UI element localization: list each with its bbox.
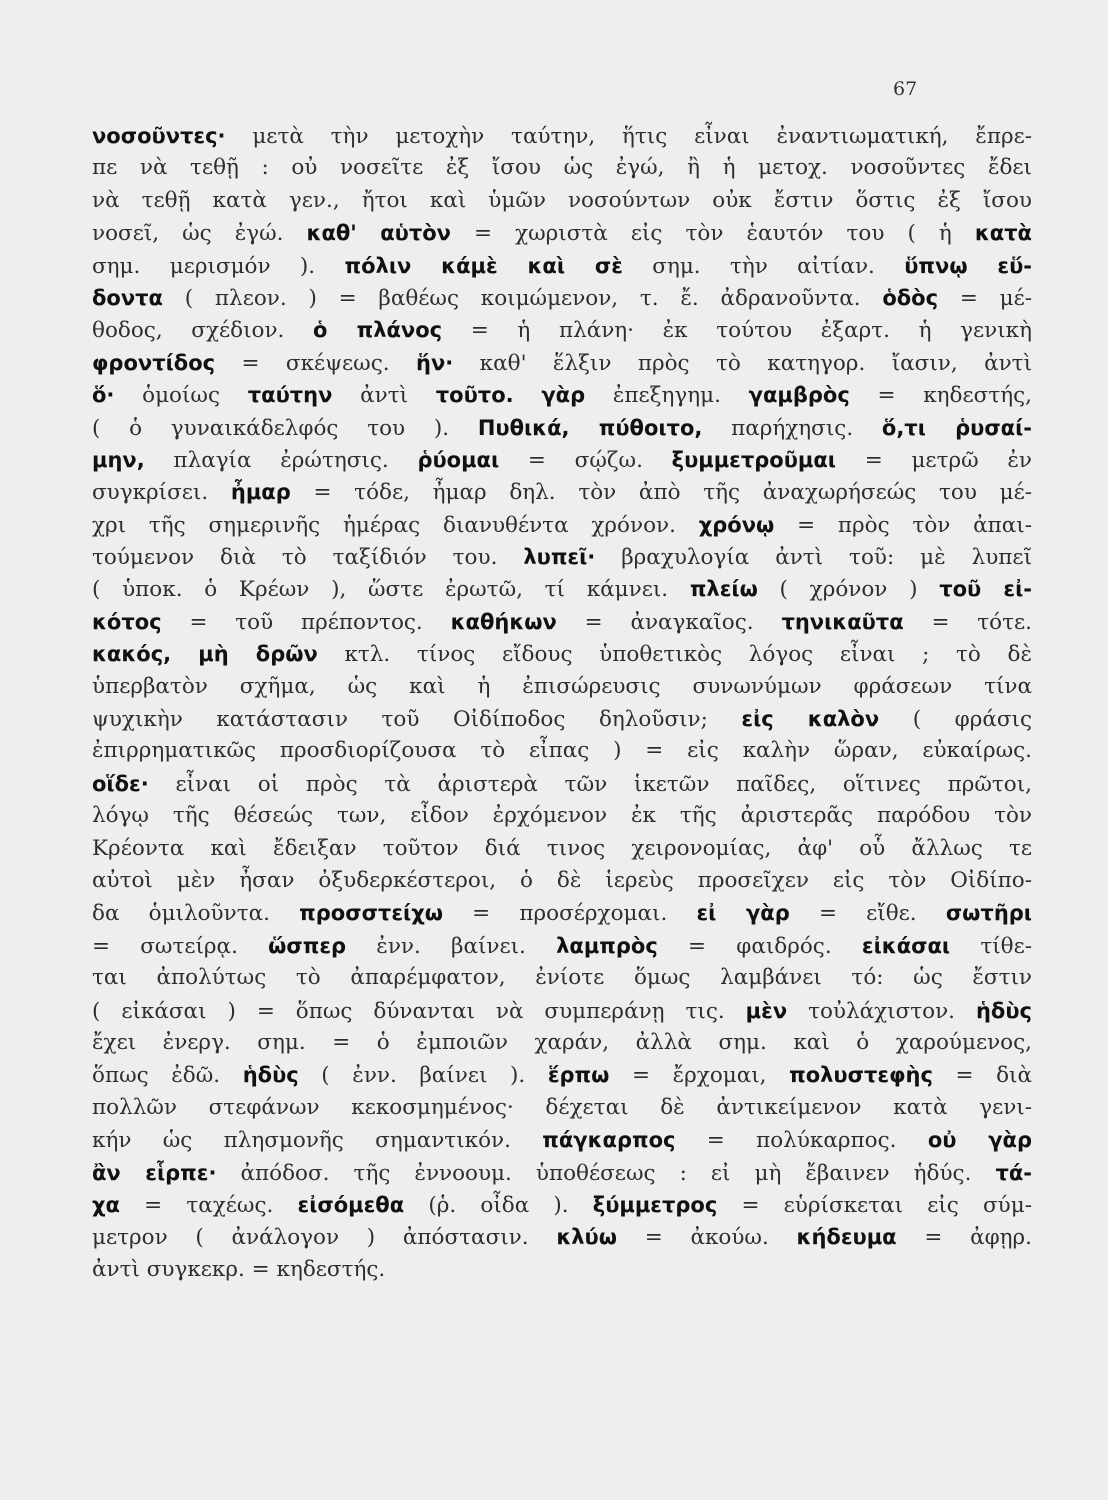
gloss-text: νοσεῖ, ὡς ἐγώ. — [92, 221, 307, 247]
text-line — [92, 735, 1032, 767]
text-line — [92, 250, 1032, 282]
headword: κατὰ — [974, 221, 1032, 246]
gloss-text: συγκρίσει. — [92, 480, 231, 506]
headword: δοντα — [92, 285, 163, 310]
gloss-text: = εὑρίσκεται εἰς σύμ- — [717, 1192, 1032, 1218]
text-line — [92, 444, 1032, 476]
gloss-text: = μετρῶ ἐν — [835, 447, 1032, 473]
text-line — [92, 865, 1032, 897]
text-line — [92, 185, 1032, 217]
headword: ὁ πλάνος — [313, 318, 443, 343]
gloss-text: ἐπεξηγημ. — [585, 383, 749, 409]
gloss-text: = εἴθε. — [789, 901, 946, 927]
headword: τοῦ εἰ- — [939, 577, 1032, 602]
headword: εἰς καλὸν — [741, 707, 880, 732]
gloss-text: = ἀφῃρ. — [896, 1225, 1032, 1251]
gloss-text: = χωριστὰ εἰς τὸν ἑαυτόν του ( ἡ — [451, 221, 975, 247]
gloss-text: πλαγία ἐρώτησις. — [144, 447, 418, 473]
text-line — [92, 1124, 1032, 1156]
headword: σωτῆρι — [945, 901, 1032, 926]
text-line — [92, 606, 1032, 638]
gloss-text: = σωτείρᾳ. — [92, 933, 269, 959]
text-line — [92, 1059, 1032, 1091]
text-line — [92, 1092, 1032, 1124]
gloss-text: δα ὁμιλοῦντα. — [92, 901, 300, 927]
text-line — [92, 703, 1032, 735]
headword: ῥύομαι — [417, 447, 500, 472]
gloss-text: ἀντὶ συγκεκρ. = κηδεστής. — [92, 1256, 386, 1282]
gloss-text: (ῥ. οἶδα ). — [404, 1192, 593, 1218]
gloss-text: πολλῶν στεφάνων κεκοσμημένος· δέχεται δὲ ἀντικείμενον κατὰ γενι- — [92, 1094, 1032, 1120]
headword: λυπεῖ· — [523, 545, 596, 570]
headword: ὕπνῳ εὕ- — [904, 253, 1032, 278]
gloss-text: τούμενον διὰ τὸ ταξίδιόν του. — [92, 545, 524, 571]
text-line — [92, 573, 1032, 605]
headword: πλείω — [689, 577, 758, 602]
text-line — [92, 1221, 1032, 1253]
headword: τοῦτο. — [435, 383, 514, 408]
gloss-text: νὰ τεθῇ κατὰ γεν., ἤτοι καὶ ὑμῶν νοσούντων οὐκ ἔστιν ὅστις ἐξ ἴσου — [92, 187, 1032, 213]
text-line — [92, 1189, 1032, 1221]
text-line — [92, 962, 1032, 994]
headword: τηνικαῦτα — [781, 609, 904, 634]
headword: οἵδε· — [92, 771, 149, 796]
gloss-text: = τόδε, ἦμαρ δηλ. τὸν ἀπὸ τῆς ἀναχωρήσεώς του μέ- — [290, 480, 1032, 506]
page-number: 67 — [893, 78, 918, 100]
text-line — [92, 833, 1032, 865]
gloss-text: ται ἀπολύτως τὸ ἀπαρέμφατον, ἐνίοτε ὅμως λαμβάνει τό: ὡς ἔστιν — [92, 965, 1032, 991]
gloss-text: = πρὸς τὸν ἀπαι- — [774, 512, 1032, 538]
gloss-text: ( φράσις — [879, 707, 1032, 733]
gloss-text: = ταχέως. — [119, 1192, 298, 1218]
headword: καθ' αὑτὸν — [306, 221, 451, 246]
headword: εἰ γὰρ — [696, 901, 790, 926]
text-line — [92, 120, 1032, 152]
text-line — [92, 476, 1032, 508]
gloss-text: = μέ- — [938, 285, 1032, 311]
headword: χρόνῳ — [698, 512, 775, 537]
gloss-text: παρήχησις. — [702, 415, 882, 441]
headword: γαμβρὸς — [748, 383, 850, 408]
headword: προσστείχω — [299, 901, 443, 926]
text-line — [92, 412, 1032, 444]
gloss-text: = ἀκούω. — [616, 1225, 797, 1251]
gloss-text: Κρέοντα καὶ ἔδειξαν τοῦτον διά τινος χειρονομίας, ἀφ' οὗ ἄλλως τε — [92, 835, 1032, 861]
headword: ἕρπω — [547, 1063, 610, 1088]
gloss-text: = σκέψεως. — [215, 350, 417, 376]
gloss-text: ( ὁ γυναικάδελφός του ). — [92, 415, 478, 441]
commentary-text — [92, 120, 1032, 1286]
text-line — [92, 282, 1032, 314]
headword: κλύω — [556, 1225, 617, 1250]
headword: νοσοῦντες· — [92, 124, 226, 148]
gloss-text: θοδος, σχέδιον. — [92, 318, 314, 344]
headword: κακός, μὴ δρῶν — [92, 642, 318, 667]
text-line — [92, 217, 1032, 249]
text-line — [92, 314, 1032, 346]
gloss-text: = ἀναγκαῖος. — [556, 609, 782, 635]
headword: φροντίδος — [92, 350, 216, 375]
gloss-text: = σῴζω. — [499, 447, 672, 473]
gloss-text: τίθε- — [950, 933, 1032, 959]
gloss-text: = πολύκαρπος. — [675, 1128, 928, 1154]
gloss-text: = προσέρχομαι. — [443, 901, 697, 927]
gloss-text: ( χρόνον ) — [757, 577, 940, 603]
headword: κότος — [92, 609, 162, 634]
headword: ἥν· — [416, 350, 454, 375]
gloss-text: αὐτοὶ μὲν ἦσαν ὀξυδερκέστεροι, ὁ δὲ ἱερεὺς προσεῖχεν εἰς τὸν Οἰδίπο- — [92, 867, 1032, 893]
gloss-text — [514, 383, 542, 408]
gloss-text: = ἔρχομαι, — [609, 1063, 790, 1089]
gloss-text: = τοῦ πρέποντος. — [161, 609, 451, 635]
headword: ξύμμετρος — [592, 1192, 718, 1217]
text-line — [92, 541, 1032, 573]
headword: ὅ· — [92, 383, 115, 408]
headword: κήδευμα — [796, 1225, 897, 1250]
headword: εἰσόμεθα — [297, 1192, 405, 1217]
text-line — [92, 509, 1032, 541]
gloss-text: μετὰ τὴν μετοχὴν ταύτην, ἥτις εἶναι ἐναντιωματική, ἔπρε- — [225, 124, 1032, 149]
gloss-text: ἐπιρρηματικῶς προσδιορίζουσα τὸ εἶπας ) = εἰς καλὴν ὥραν, εὐκαίρως. — [92, 738, 1032, 764]
gloss-text: ἔχει ἐνεργ. σημ. = ὁ ἐμποιῶν χαράν, ἀλλὰ σημ. καὶ ὁ χαρούμενος, — [92, 1029, 1032, 1055]
gloss-text: ὅπως ἐδῶ. — [92, 1063, 243, 1089]
gloss-text: ἀντὶ — [332, 383, 436, 409]
gloss-text: κτλ. τίνος εἴδους ὑποθετικὸς λόγος εἶναι ; τὸ δὲ — [317, 642, 1032, 668]
gloss-text: ( ὑποκ. ὁ Κρέων ), ὥστε ἐρωτῶ, τί κάμνει. — [92, 577, 690, 603]
headword: μην, — [92, 447, 145, 472]
text-line — [92, 379, 1032, 411]
gloss-text: ψυχικὴν κατάστασιν τοῦ Οἰδίποδος δηλοῦσιν; — [92, 707, 742, 733]
text-line — [92, 347, 1032, 379]
headword: Πυθικά, πύθοιτο, — [477, 415, 703, 440]
gloss-text: εἶναι οἱ πρὸς τὰ ἀριστερὰ τῶν ἱκετῶν παῖδες, οἵτινες πρῶτοι, — [148, 771, 1032, 797]
gloss-text: τοὐλάχιστον. — [787, 998, 976, 1024]
gloss-text: ( πλεον. ) = βαθέως κοιμώμενον, τ. ἔ. ἀδρανοῦντα. — [163, 285, 883, 311]
text-line — [92, 1254, 1032, 1286]
headword: ὅ,τι ῥυσαί- — [881, 415, 1032, 440]
headword: ὁδὸς — [882, 285, 939, 310]
gloss-text: λόγῳ τῆς θέσεώς των, εἶδον ἐρχόμενον ἐκ τῆς ἀριστερᾶς παρόδου τὸν — [92, 803, 1032, 829]
headword: καθήκων — [450, 609, 557, 634]
headword: ὥσπερ — [268, 933, 347, 958]
headword: ταύτην — [247, 383, 333, 408]
text-line — [92, 1027, 1032, 1059]
gloss-text: καθ' ἕλξιν πρὸς τὸ κατηγορ. ἴασιν, ἀντὶ — [453, 350, 1032, 376]
text-line — [92, 800, 1032, 832]
gloss-text: = κηδεστής, — [849, 383, 1032, 409]
gloss-text: ( εἰκάσαι ) = ὅπως δύνανται νὰ συμπεράνῃ τις. — [92, 998, 746, 1024]
headword: μὲν — [745, 998, 788, 1023]
gloss-text: μετρον ( ἀνάλογον ) ἀπόστασιν. — [92, 1225, 557, 1251]
headword: εἰκάσαι — [861, 933, 951, 958]
headword: τά- — [995, 1160, 1032, 1185]
text-line — [92, 638, 1032, 670]
text-line — [92, 152, 1032, 184]
headword: ἂν εἷρπε· — [92, 1160, 217, 1185]
headword: χα — [92, 1192, 120, 1217]
text-line — [92, 1157, 1032, 1189]
gloss-text: ὑπερβατὸν σχῆμα, ὡς καὶ ἡ ἐπισώρευσις συνωνύμων φράσεων τίνα — [92, 673, 1032, 699]
headword: λαμπρὸς — [556, 933, 658, 958]
gloss-text: ἐνν. βαίνει. — [346, 933, 557, 959]
headword: ἦμαρ — [230, 480, 291, 505]
gloss-text: βραχυλογία ἀντὶ τοῦ: μὲ λυπεῖ — [595, 545, 1032, 571]
gloss-text: = ἡ πλάνη· ἐκ τούτου ἐξαρτ. ἡ γενικὴ — [442, 318, 1032, 344]
text-line — [92, 897, 1032, 929]
gloss-text: = διὰ — [932, 1063, 1032, 1089]
gloss-text: = τότε. — [903, 609, 1032, 635]
gloss-text: ὁμοίως — [114, 383, 248, 409]
text-line — [92, 671, 1032, 703]
headword: πόλιν κάμὲ καὶ σὲ — [344, 253, 623, 278]
headword: πολυστεφὴς — [789, 1063, 933, 1088]
gloss-text: = φαιδρός. — [657, 933, 862, 959]
text-line — [92, 995, 1032, 1027]
headword: ἡδὺς — [242, 1063, 299, 1088]
gloss-text: ἀπόδοσ. τῆς ἐννοουμ. ὑποθέσεως : εἰ μὴ ἔβαινεν ἡδύς. — [216, 1160, 996, 1186]
headword: πάγκαρπος — [542, 1128, 676, 1153]
headword: ξυμμετροῦμαι — [671, 447, 836, 472]
headword: οὐ γὰρ — [927, 1128, 1032, 1153]
text-line — [92, 768, 1032, 800]
text-line — [92, 930, 1032, 962]
gloss-text: σημ. τὴν αἰτίαν. — [622, 253, 905, 279]
headword: ἡδὺς — [975, 998, 1032, 1023]
gloss-text: χρι τῆς σημερινῆς ἡμέρας διανυθέντα χρόνον. — [92, 512, 699, 538]
gloss-text: ( ἐνν. βαίνει ). — [298, 1063, 548, 1089]
gloss-text: κήν ὡς πλησμονῆς σημαντικόν. — [92, 1128, 543, 1154]
gloss-text: πε νὰ τεθῇ : οὐ νοσεῖτε ἐξ ἴσου ὡς ἐγώ, ἢ ἡ μετοχ. νοσοῦντες ἔδει — [92, 155, 1032, 181]
gloss-text: σημ. μερισμόν ). — [92, 253, 345, 279]
headword: γὰρ — [541, 383, 586, 408]
